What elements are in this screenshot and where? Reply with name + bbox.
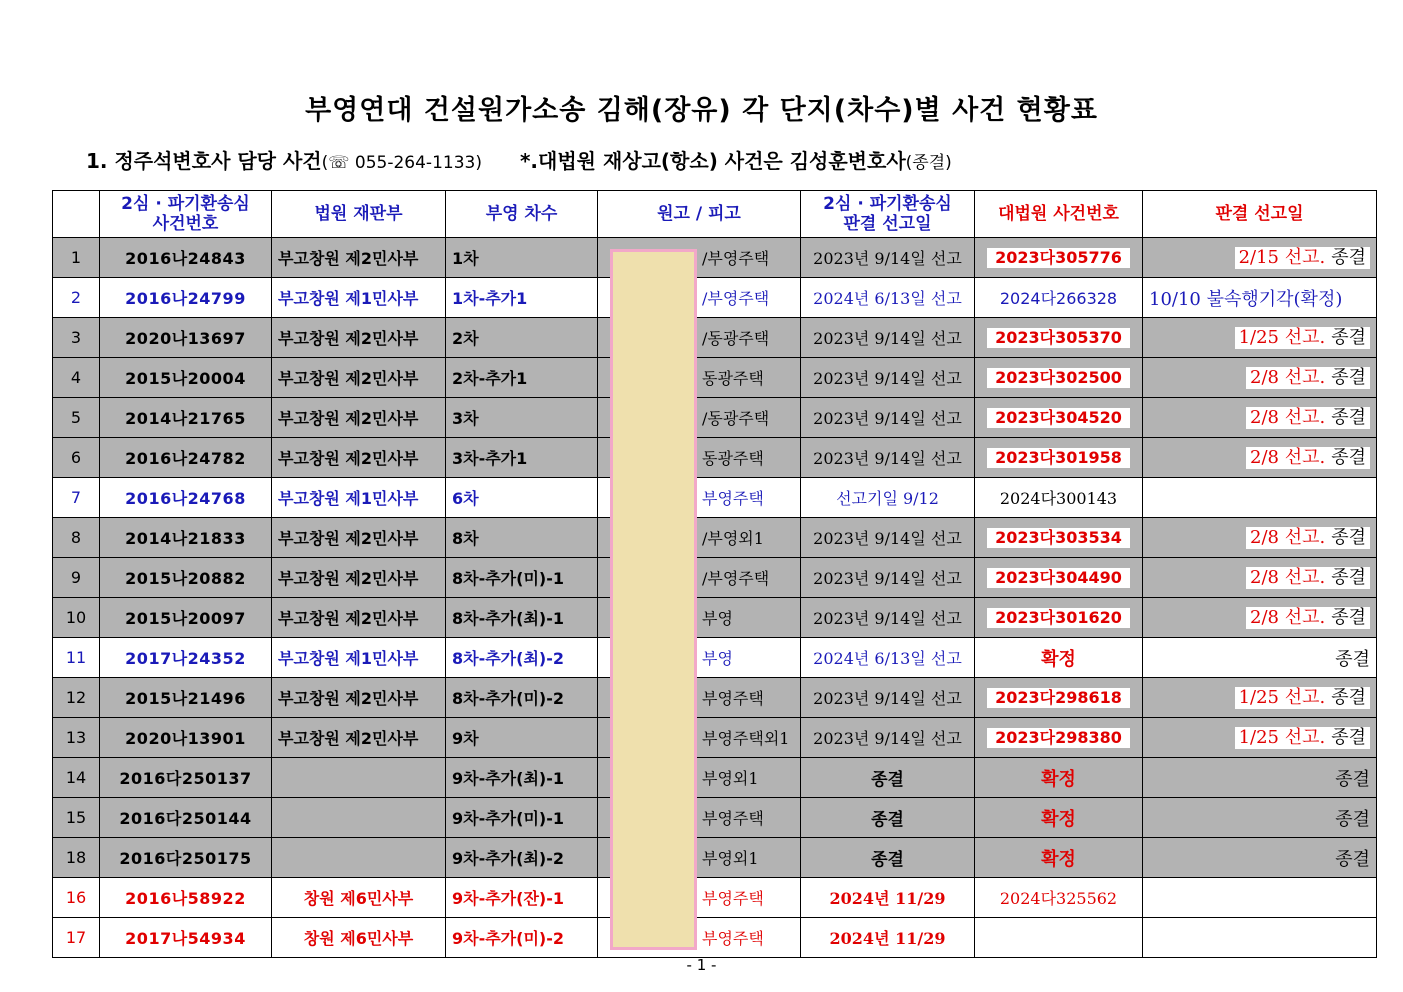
- row-number: 5: [53, 398, 100, 438]
- verdict-date: 종결: [801, 838, 975, 878]
- header-verdict-date-line2: 판결 선고일: [843, 214, 932, 234]
- supreme-verdict-date: 2/8 선고.: [1250, 606, 1326, 628]
- court-division: 부고창원 제2민사부: [272, 358, 446, 398]
- supreme-case-number: [975, 278, 1143, 318]
- court-division: 부고창원 제2민사부: [272, 518, 446, 558]
- case-number: 2015나21496: [100, 678, 272, 718]
- supreme-case-text: 확정: [1041, 848, 1076, 870]
- supreme-verdict: [1143, 318, 1377, 358]
- round-label: 8차: [446, 518, 598, 558]
- row-number: 14: [53, 758, 100, 798]
- supreme-verdict-date: 1/25 선고.: [1238, 326, 1326, 348]
- header-case-no-line1: 2심 · 파기환송심: [121, 194, 250, 214]
- supreme-verdict-status: 종결: [1331, 566, 1366, 588]
- round-label: 6차: [446, 478, 598, 518]
- header-parties: 원고 / 피고: [598, 191, 801, 238]
- supreme-verdict-status: 종결: [1335, 808, 1370, 830]
- row-number: 18: [53, 838, 100, 878]
- court-division: 부고창원 제2민사부: [272, 718, 446, 758]
- subtitle-note: *.대법원 재상고(항소) 사건은 김성훈변호사: [519, 149, 906, 173]
- supreme-case-number: [975, 798, 1143, 838]
- verdict-date: 2023년 9/14일 선고: [801, 358, 975, 398]
- row-number: 1: [53, 238, 100, 278]
- table-header-row: [53, 191, 1377, 238]
- supreme-case-text: 2023다298618: [987, 688, 1130, 708]
- page-number: - 1 -: [686, 956, 717, 974]
- round-label: 8차-추가(최)-1: [446, 598, 598, 638]
- party-defendant: /부영주택: [702, 289, 770, 308]
- party-defendant: 부영주택외1: [702, 729, 790, 748]
- supreme-verdict-date: 2/15 선고.: [1238, 246, 1326, 268]
- supreme-case-text: 2023다304520: [987, 408, 1130, 428]
- round-label: 1차: [446, 238, 598, 278]
- supreme-verdict-status: 종결: [1331, 246, 1366, 268]
- case-number: 2016나24782: [100, 438, 272, 478]
- verdict-date: 2023년 9/14일 선고: [801, 238, 975, 278]
- verdict-date: 2023년 9/14일 선고: [801, 398, 975, 438]
- table-row: [53, 718, 1377, 758]
- case-number: 2016다250137: [100, 758, 272, 798]
- supreme-case-number: [975, 318, 1143, 358]
- supreme-case-text: 2023다305370: [987, 328, 1130, 348]
- supreme-verdict-status: 종결: [1331, 606, 1366, 628]
- court-division: 부고창원 제1민사부: [272, 478, 446, 518]
- supreme-verdict-status: 종결: [1331, 366, 1366, 388]
- supreme-case-text: 2023다301958: [987, 448, 1130, 468]
- supreme-verdict-date: 2/8 선고.: [1250, 406, 1326, 428]
- verdict-date: 2023년 9/14일 선고: [801, 598, 975, 638]
- party-defendant: 부영주택: [702, 489, 764, 508]
- supreme-verdict-status: 종결: [1331, 686, 1366, 708]
- case-number: 2016나24799: [100, 278, 272, 318]
- court-division: [272, 758, 446, 798]
- court-division: 부고창원 제2민사부: [272, 558, 446, 598]
- supreme-verdict-status: 종결: [1335, 648, 1370, 670]
- table-row: [53, 918, 1377, 958]
- round-label: 9차: [446, 718, 598, 758]
- supreme-case-text: 2024다325562: [999, 889, 1118, 908]
- supreme-verdict-date: 10/10 불속행기각(확정): [1149, 288, 1343, 310]
- case-number: 2015나20004: [100, 358, 272, 398]
- supreme-verdict-date: 2/8 선고.: [1250, 566, 1326, 588]
- supreme-verdict: [1143, 238, 1377, 278]
- header-case-no-line2: 사건번호: [152, 214, 219, 234]
- verdict-date: 2023년 9/14일 선고: [801, 318, 975, 358]
- supreme-case-number: [975, 758, 1143, 798]
- row-number: 15: [53, 798, 100, 838]
- table-row: [53, 438, 1377, 478]
- table-row: [53, 518, 1377, 558]
- party-defendant: 부영외1: [702, 769, 759, 788]
- court-division: 창원 제6민사부: [272, 878, 446, 918]
- table-row: [53, 678, 1377, 718]
- header-supreme-case: 대법원 사건번호: [975, 191, 1143, 238]
- supreme-verdict-status: 종결: [1331, 526, 1366, 548]
- party-defendant: /부영주택: [702, 569, 770, 588]
- supreme-verdict: [1143, 358, 1377, 398]
- supreme-case-number: [975, 598, 1143, 638]
- supreme-case-number: [975, 918, 1143, 958]
- case-number: 2015나20097: [100, 598, 272, 638]
- supreme-verdict: [1143, 478, 1377, 518]
- supreme-case-number: [975, 718, 1143, 758]
- supreme-case-text: 2024다300143: [999, 489, 1118, 508]
- supreme-verdict-date: 1/25 선고.: [1238, 686, 1326, 708]
- supreme-verdict-status: 종결: [1335, 768, 1370, 790]
- header-verdict-date: [801, 191, 975, 238]
- supreme-case-text: 2023다305776: [987, 248, 1130, 268]
- round-label: 3차-추가1: [446, 438, 598, 478]
- case-number: 2016나58922: [100, 878, 272, 918]
- supreme-verdict: [1143, 918, 1377, 958]
- court-division: 부고창원 제2민사부: [272, 678, 446, 718]
- verdict-date: 2023년 9/14일 선고: [801, 558, 975, 598]
- supreme-verdict: [1143, 438, 1377, 478]
- table-row: [53, 798, 1377, 838]
- supreme-case-number: [975, 358, 1143, 398]
- redaction-box: [610, 249, 697, 950]
- supreme-verdict: [1143, 798, 1377, 838]
- supreme-verdict: [1143, 638, 1377, 678]
- verdict-date: 종결: [801, 758, 975, 798]
- court-division: 부고창원 제2민사부: [272, 598, 446, 638]
- supreme-case-number: [975, 678, 1143, 718]
- court-division: [272, 838, 446, 878]
- supreme-verdict-status: 종결: [1331, 406, 1366, 428]
- party-defendant: 부영주택: [702, 809, 764, 828]
- supreme-verdict: [1143, 758, 1377, 798]
- party-defendant: 부영: [702, 609, 733, 628]
- round-label: 2차: [446, 318, 598, 358]
- header-no: [53, 191, 100, 238]
- supreme-case-text: 2023다301620: [987, 608, 1130, 628]
- table-row: [53, 758, 1377, 798]
- case-number: 2020나13901: [100, 718, 272, 758]
- subtitle-note-tail: (종결): [905, 153, 952, 173]
- verdict-date: 2023년 9/14일 선고: [801, 718, 975, 758]
- row-number: 8: [53, 518, 100, 558]
- party-defendant: 동광주택: [702, 369, 764, 388]
- party-defendant: 부영주택: [702, 889, 764, 908]
- round-label: 9차-추가(미)-1: [446, 798, 598, 838]
- supreme-verdict: [1143, 558, 1377, 598]
- court-division: 부고창원 제1민사부: [272, 278, 446, 318]
- case-number: 2016나24768: [100, 478, 272, 518]
- supreme-case-text: 2024다266328: [999, 289, 1118, 308]
- case-number: 2014나21765: [100, 398, 272, 438]
- supreme-case-number: [975, 398, 1143, 438]
- verdict-date: 2024년 6/13일 선고: [801, 638, 975, 678]
- party-defendant: /동광주택: [702, 329, 770, 348]
- court-division: 부고창원 제2민사부: [272, 318, 446, 358]
- party-defendant: 동광주택: [702, 449, 764, 468]
- party-defendant: 부영: [702, 649, 733, 668]
- table-row: [53, 278, 1377, 318]
- court-division: 부고창원 제2민사부: [272, 238, 446, 278]
- row-number: 10: [53, 598, 100, 638]
- supreme-verdict: [1143, 838, 1377, 878]
- court-division: 부고창원 제2민사부: [272, 438, 446, 478]
- header-court: 법원 재판부: [272, 191, 446, 238]
- party-defendant: 부영주택: [702, 689, 764, 708]
- supreme-verdict: [1143, 878, 1377, 918]
- subtitle-main: 1. 정주석변호사 담당 사건: [86, 149, 322, 173]
- table-row: [53, 238, 1377, 278]
- verdict-date: 2023년 9/14일 선고: [801, 438, 975, 478]
- supreme-verdict: [1143, 678, 1377, 718]
- party-defendant: /부영외1: [702, 529, 764, 548]
- party-defendant: 부영외1: [702, 849, 759, 868]
- round-label: 9차-추가(최)-2: [446, 838, 598, 878]
- verdict-date: 2023년 9/14일 선고: [801, 678, 975, 718]
- table-row: [53, 358, 1377, 398]
- supreme-verdict: [1143, 718, 1377, 758]
- supreme-verdict-status: 종결: [1335, 848, 1370, 870]
- round-label: 8차-추가(미)-2: [446, 678, 598, 718]
- row-number: 6: [53, 438, 100, 478]
- row-number: 7: [53, 478, 100, 518]
- party-defendant: /부영주택: [702, 249, 770, 268]
- verdict-date: 2024년 11/29: [801, 878, 975, 918]
- case-number: 2017나54934: [100, 918, 272, 958]
- round-label: 8차-추가(최)-2: [446, 638, 598, 678]
- supreme-case-text: 2023다304490: [987, 568, 1130, 588]
- supreme-case-text: 2023다298380: [987, 728, 1130, 748]
- round-label: 9차-추가(미)-2: [446, 918, 598, 958]
- table-row: [53, 558, 1377, 598]
- table-row: [53, 838, 1377, 878]
- supreme-case-number: [975, 638, 1143, 678]
- party-defendant: /동광주택: [702, 409, 770, 428]
- row-number: 13: [53, 718, 100, 758]
- round-label: 1차-추가1: [446, 278, 598, 318]
- supreme-case-number: [975, 558, 1143, 598]
- supreme-verdict: [1143, 278, 1377, 318]
- round-label: 9차-추가(잔)-1: [446, 878, 598, 918]
- supreme-verdict-status: 종결: [1331, 326, 1366, 348]
- header-verdict-date-line1: 2심 · 파기환송심: [823, 194, 952, 214]
- verdict-date: 2024년 11/29: [801, 918, 975, 958]
- table-row: [53, 398, 1377, 438]
- row-number: 3: [53, 318, 100, 358]
- court-division: 부고창원 제2민사부: [272, 398, 446, 438]
- supreme-case-number: [975, 478, 1143, 518]
- supreme-verdict: [1143, 398, 1377, 438]
- row-number: 17: [53, 918, 100, 958]
- supreme-case-text: 확정: [1041, 808, 1076, 830]
- section-subtitle: [86, 145, 952, 174]
- case-number: 2017나24352: [100, 638, 272, 678]
- header-round: 부영 차수: [446, 191, 598, 238]
- court-division: [272, 798, 446, 838]
- supreme-verdict-date: 2/8 선고.: [1250, 446, 1326, 468]
- case-number: 2016나24843: [100, 238, 272, 278]
- case-status-table: [52, 190, 1377, 958]
- case-number: 2014나21833: [100, 518, 272, 558]
- row-number: 12: [53, 678, 100, 718]
- supreme-case-number: [975, 878, 1143, 918]
- supreme-verdict-status: 종결: [1331, 446, 1366, 468]
- subtitle-phone: (☏ 055-264-1133): [321, 153, 482, 173]
- supreme-case-number: [975, 838, 1143, 878]
- verdict-date: 선고기일 9/12: [801, 478, 975, 518]
- supreme-verdict-date: 2/8 선고.: [1250, 526, 1326, 548]
- page-title: 부영연대 건설원가소송 김해(장유) 각 단지(차수)별 사건 현황표: [305, 95, 1098, 126]
- verdict-date: 2024년 6/13일 선고: [801, 278, 975, 318]
- round-label: 8차-추가(미)-1: [446, 558, 598, 598]
- supreme-verdict-date: 2/8 선고.: [1250, 366, 1326, 388]
- supreme-case-number: [975, 438, 1143, 478]
- table-row: [53, 318, 1377, 358]
- supreme-verdict: [1143, 518, 1377, 558]
- round-label: 3차: [446, 398, 598, 438]
- case-number: 2016다250144: [100, 798, 272, 838]
- supreme-case-text: 확정: [1041, 648, 1076, 670]
- round-label: 2차-추가1: [446, 358, 598, 398]
- row-number: 9: [53, 558, 100, 598]
- case-number: 2015나20882: [100, 558, 272, 598]
- table-row: [53, 598, 1377, 638]
- verdict-date: 2023년 9/14일 선고: [801, 518, 975, 558]
- row-number: 11: [53, 638, 100, 678]
- verdict-date: 종결: [801, 798, 975, 838]
- row-number: 4: [53, 358, 100, 398]
- supreme-case-number: [975, 518, 1143, 558]
- case-number: 2016다250175: [100, 838, 272, 878]
- supreme-verdict: [1143, 598, 1377, 638]
- row-number: 16: [53, 878, 100, 918]
- supreme-case-number: [975, 238, 1143, 278]
- round-label: 9차-추가(최)-1: [446, 758, 598, 798]
- supreme-case-text: 확정: [1041, 768, 1076, 790]
- table-row: [53, 478, 1377, 518]
- party-defendant: 부영주택: [702, 929, 764, 948]
- header-supreme-verdict: 판결 선고일: [1143, 191, 1377, 238]
- table-row: [53, 638, 1377, 678]
- supreme-case-text: 2023다302500: [987, 368, 1130, 388]
- court-division: 창원 제6민사부: [272, 918, 446, 958]
- table-row: [53, 878, 1377, 918]
- supreme-verdict-status: 종결: [1331, 726, 1366, 748]
- supreme-case-text: 2023다303534: [987, 528, 1130, 548]
- case-number: 2020나13697: [100, 318, 272, 358]
- court-division: 부고창원 제1민사부: [272, 638, 446, 678]
- supreme-verdict-date: 1/25 선고.: [1238, 726, 1326, 748]
- header-case-no: [100, 191, 272, 238]
- row-number: 2: [53, 278, 100, 318]
